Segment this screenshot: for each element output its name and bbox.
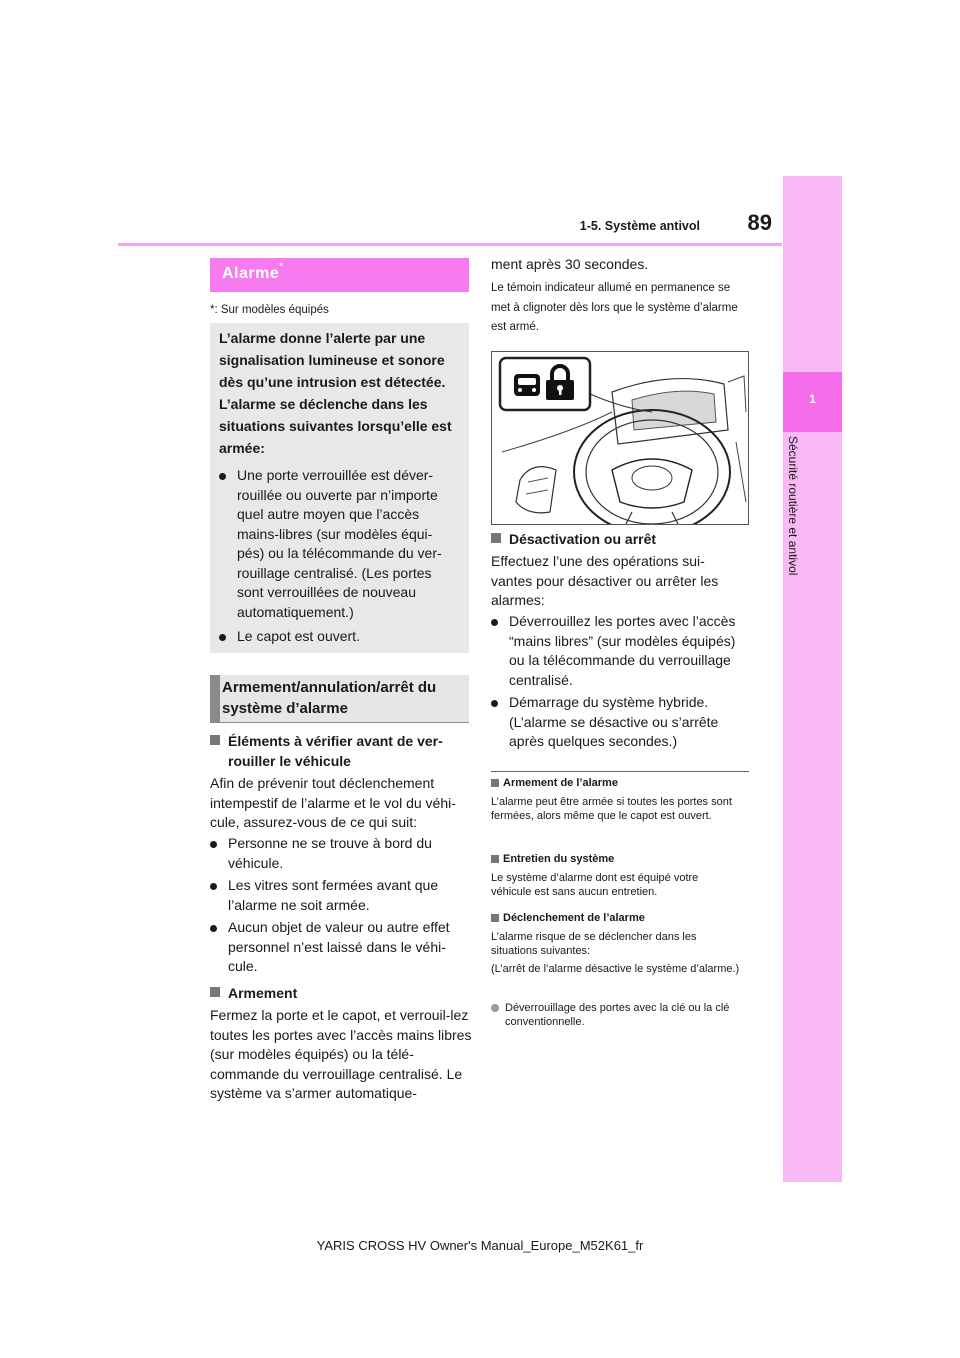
bullet-icon xyxy=(491,619,498,626)
deactivation-text: Effectuez l’une des opérations sui-vantes pour désactiver ou arrêter les alarmes: xyxy=(491,553,719,608)
check-bullet: Aucun objet de valeur ou autre effet personnel n’est laissé dans le véhi-cule. xyxy=(210,918,465,977)
bullet-icon xyxy=(210,925,217,932)
continued-text: ment après 30 secondes. xyxy=(491,256,649,272)
note-heading: Armement de l’alarme xyxy=(491,776,749,791)
check-text: Afin de prévenir tout déclenchement intempestif de l’alarme et le vol du véhi-cule, assurez-vous de ce qui suit: xyxy=(210,775,456,830)
header-rule xyxy=(118,243,782,246)
square-bullet-icon xyxy=(491,779,499,787)
check-bullet: Les vitres sont fermées avant que l’alarme ne soit armée. xyxy=(210,876,460,915)
note-heading: Déclenchement de l’alarme xyxy=(491,911,749,926)
dashboard-illustration xyxy=(491,351,749,525)
note-text: L’alarme risque de se déclencher dans les situations suivantes: xyxy=(491,931,697,957)
alarm-intro-text: L’alarme donne l’alerte par une signalisation lumineuse et sonore dès qu’une intrusion est détectée. L’alarme se déclenche dans les situations suivantes lorsqu’elle est armée: xyxy=(219,330,452,456)
deactivation-bullet: Démarrage du système hybride. (L’alarme se désactive ou s’arrête après quelques secondes.) xyxy=(491,693,741,752)
chapter-number: 1 xyxy=(809,392,816,406)
chapter-label-text: Sécurité routière et antivol xyxy=(786,436,800,576)
armement-section-title: Armement/annulation/arrêt du système d’alarme xyxy=(222,679,437,717)
bullet-icon xyxy=(219,634,226,641)
bullet-icon xyxy=(491,1004,499,1012)
notes-divider xyxy=(491,771,749,772)
note-bullet: Déverrouillage des portes avec la clé ou la clé conventionnelle. xyxy=(491,1001,749,1029)
note-text: (L’arrêt de l’alarme désactive le système d’alarme.) xyxy=(491,963,740,975)
square-bullet-icon xyxy=(491,855,499,863)
page-number: 89 xyxy=(747,210,772,235)
footer-text: YARIS CROSS HV Owner's Manual_Europe_M52K61_fr xyxy=(316,1238,644,1253)
bullet-icon xyxy=(219,473,226,480)
square-bullet-icon xyxy=(210,735,220,745)
alarm-section-title: Alarme* xyxy=(222,261,284,282)
alarm-bullet: Une porte verrouillée est déver-rouillée ou ouverte par n’importe quel autre moyen que l’accès mains-libres (sur modèles équi-pés) ou la télécommande du ver-rouillage centralisé. (Les portes sont verrouillées de nouveau automatiquement.) xyxy=(219,466,459,622)
alarm-bullet: Le capot est ouvert. xyxy=(219,627,459,647)
check-heading: Éléments à vérifier avant de ver-rouiller le véhicule xyxy=(210,731,465,771)
bullet-icon xyxy=(491,700,498,707)
note-text: Le système d’alarme dont est équipé votre véhicule est sans aucun entretien. xyxy=(491,872,699,898)
arm-text: Fermez la porte et le capot, et verrouil-lez toutes les portes avec l’accès mains libres (sur modèles équipés) ou la télé-commande du verrouillage centralisé. Le système va s’armer automatique- xyxy=(210,1007,472,1101)
alarm-footnote: *: Sur modèles équipés xyxy=(210,304,329,316)
bullet-icon xyxy=(210,883,217,890)
deactivation-heading: Désactivation ou arrêt xyxy=(491,529,746,549)
alarm-title-mark: * xyxy=(279,261,284,271)
square-bullet-icon xyxy=(491,533,501,543)
square-bullet-icon xyxy=(210,987,220,997)
chapter-side-tab xyxy=(783,176,842,1182)
indicator-text: Le témoin indicateur allumé en permanence se met à clignoter dès lors que le système d’alarme est armé. xyxy=(491,282,738,333)
steering-wheel-illustration xyxy=(492,352,748,524)
chapter-label xyxy=(783,436,809,606)
check-bullet: Personne ne se trouve à bord du véhicule. xyxy=(210,834,460,873)
square-bullet-icon xyxy=(491,914,499,922)
arm-heading: Armement xyxy=(210,983,465,1003)
section-title: 1-5. Système antivol xyxy=(579,219,700,233)
note-text: L’alarme peut être armée si toutes les portes sont fermées, alors même que le capot est ouvert. xyxy=(491,796,732,822)
deactivation-bullet: Déverrouillez les portes avec l’accès “mains libres” (sur modèles équipés) ou la télécommande du verrouillage centralisé. xyxy=(491,612,751,690)
note-heading: Entretien du système xyxy=(491,852,749,867)
bullet-icon xyxy=(210,841,217,848)
